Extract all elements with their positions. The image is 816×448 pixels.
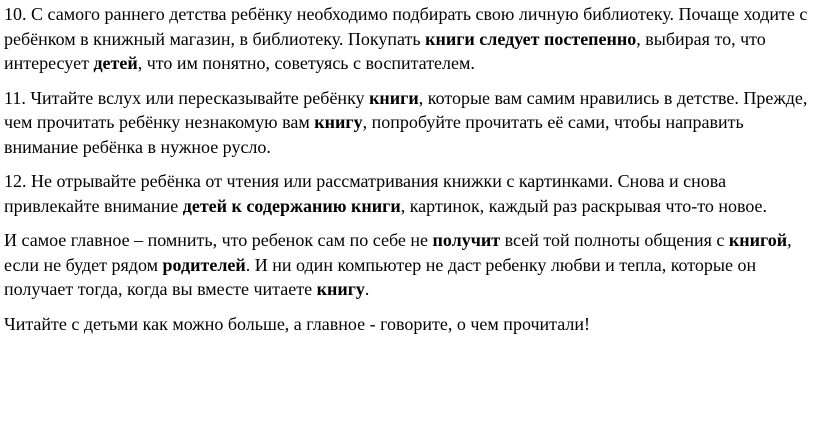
main-point-text: . И ни один компьютер не даст ребенку любви и тепла, которые он получает тогда, когда вы вместе читаете xyxy=(4,254,757,299)
bold-phrase: детей xyxy=(93,53,138,73)
bold-phrase: книгу xyxy=(316,279,365,299)
paragraph-12 xyxy=(4,169,810,218)
closing-line xyxy=(4,312,810,337)
bold-phrase: получит xyxy=(432,230,501,250)
bold-phrase: детей к содержанию книги xyxy=(182,195,401,216)
bold-phrase: родителей xyxy=(162,254,246,275)
main-point-text: . xyxy=(364,279,370,299)
main-point-text: И самое главное – помнить, что ребенок сам по себе не xyxy=(4,230,433,250)
paragraph-10 xyxy=(4,2,810,76)
paragraph-11 xyxy=(4,86,810,160)
paragraph-11-text: 11. Читайте вслух или пересказывайте ребёнку xyxy=(4,87,370,108)
closing-line-text: Читайте с детьми как можно больше, а главное - говорите, о чем прочитали! xyxy=(4,313,591,334)
paragraph-main-point xyxy=(4,228,810,302)
paragraph-10-text: , что им понятно, советуясь с воспитателем. xyxy=(137,53,475,73)
paragraph-11-text: , попробуйте прочитать её сами, чтобы направить внимание ребёнка в нужное русло. xyxy=(4,112,744,157)
paragraph-12-text: , картинок, каждый раз раскрывая что-то новое. xyxy=(400,195,768,216)
paragraph-12-text: 12. Не отрывайте ребёнка от чтения или рассматривания книжки с картинками. Снова и снова привлекайте внимание xyxy=(4,171,727,216)
bold-phrase: книги xyxy=(369,87,419,108)
bold-phrase: книгу xyxy=(314,112,363,132)
paragraph-10-text: , выбирая то, что интересует xyxy=(4,28,766,73)
paragraph-10-text: 10. С самого раннего детства ребёнку необходимо подбирать свою личную библиотеку. Почаще ходите с ребёнком в книжный магазин, в библиотеку. Покупать xyxy=(4,4,808,49)
main-point-text: , если не будет рядом xyxy=(4,230,792,275)
bold-phrase: книги следует постепенно xyxy=(425,28,637,49)
paragraph-11-text: , которые вам самим нравились в детстве. Прежде, чем прочитать ребёнку незнакомую вам xyxy=(4,87,808,132)
main-point-text: всей той полноты общения с xyxy=(500,230,729,250)
bold-phrase: книгой xyxy=(728,230,788,250)
